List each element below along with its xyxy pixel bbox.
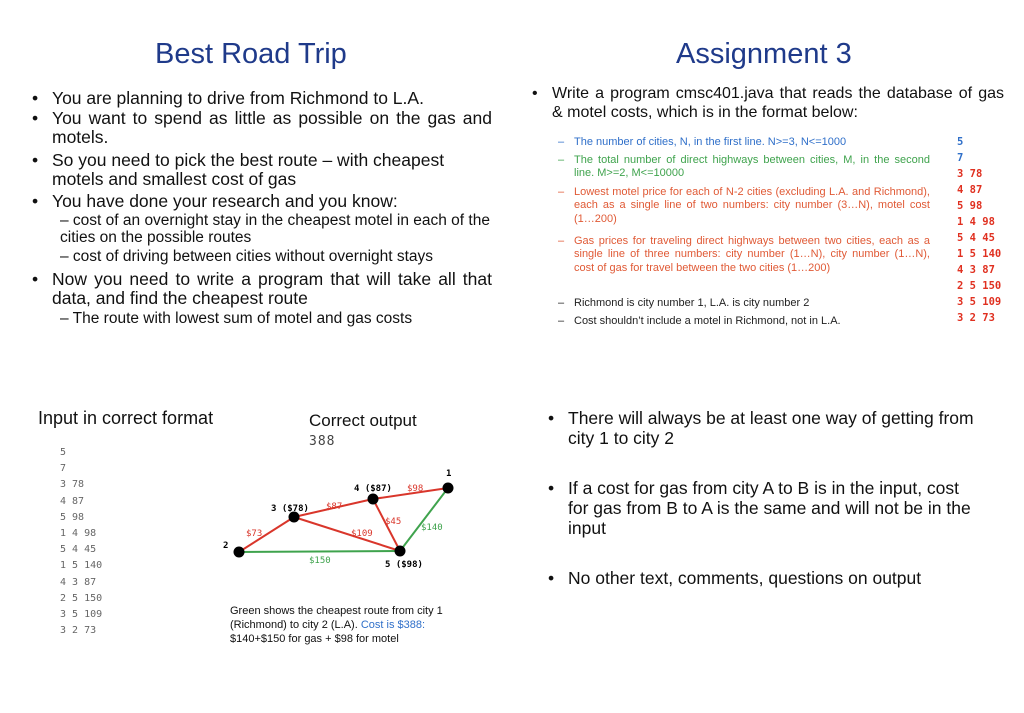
- sub-motel-cost: – cost of an overnight stay in the cheapest motel in each of the cities on the possible routes: [60, 212, 490, 246]
- edge-label-4-5: $45: [385, 517, 402, 527]
- input-line: 2 5 150: [60, 592, 103, 604]
- edge-label-1-4: $98: [407, 484, 424, 494]
- sub-driving-cost: – cost of driving between cities without overnight stays: [60, 248, 434, 265]
- bullet-pick-route: • So you need to pick the best route – with cheapest motels and smallest cost of gas: [32, 150, 445, 189]
- node-label-3: 3 ($78): [271, 504, 309, 514]
- input-line: 1 4 98: [60, 527, 97, 539]
- code-line: 4 87: [957, 184, 983, 196]
- def-motel-exclusion: – Cost shouldn’t include a motel in Richmond, not in L.A.: [558, 315, 841, 327]
- note-always-route: • There will always be at least one way of getting from city 1 to city 2: [548, 408, 974, 448]
- input-line: 1 5 140: [60, 560, 103, 572]
- code-line: 5: [957, 136, 964, 148]
- input-example-list: [60, 445, 102, 639]
- note-symmetric-cost: • If a cost for gas from city A to B is in the input, cost for gas from B to A is the same and will not be in the input: [548, 478, 971, 538]
- edge-label-3-5: $109: [351, 529, 373, 539]
- input-line: 4 3 87: [60, 576, 97, 588]
- bullet-write-cmsc401: • Write a program cmsc401.java that reads the database of gas & motel costs, which is in the format below:: [532, 85, 1004, 121]
- code-line: 4 3 87: [957, 264, 995, 276]
- input-line: 3 5 109: [60, 608, 103, 620]
- node-label-4: 4 ($87): [354, 484, 392, 494]
- bullet-spend: • You want to spend as little as possible on the gas and motels.: [32, 108, 492, 147]
- input-line: 5 98: [60, 511, 85, 523]
- node-label-2: 2: [223, 541, 229, 551]
- code-line: 1 4 98: [957, 216, 995, 228]
- input-line: 3 2 73: [60, 625, 97, 637]
- def-number-of-highways: – The total number of direct highways between cities, M, in the second line. M>=2, M<=10000: [558, 154, 930, 180]
- node-1: [443, 483, 454, 494]
- edge-1-5: [400, 488, 448, 551]
- sub-lowest-route: – The route with lowest sum of motel and gas costs: [60, 310, 413, 327]
- bullet-plan: • You are planning to drive from Richmond to L.A.: [32, 88, 424, 108]
- node-label-1: 1: [446, 469, 452, 479]
- input-heading: Input in correct format: [38, 408, 214, 428]
- code-line: 3 2 73: [957, 312, 995, 324]
- slide-title-best-road-trip: Best Road Trip: [155, 38, 347, 70]
- def-richmond-la: – Richmond is city number 1, L.A. is city number 2: [558, 297, 810, 309]
- node-5: [395, 546, 406, 557]
- input-line: 4 87: [60, 495, 85, 507]
- edge-label-1-5: $140: [421, 523, 443, 533]
- route-caption: Green shows the cheapest route from city 1 (Richmond) to city 2 (L.A). Cost is $388: $140+$150 for gas + $98 for motel: [230, 605, 443, 645]
- bullet-write-program: • Now you need to write a program that will take all that data, and find the cheapest route: [32, 269, 492, 308]
- output-heading: Correct output: [309, 411, 417, 430]
- node-2: [234, 547, 245, 558]
- def-number-of-cities: – The number of cities, N, in the first line. N>=3, N<=1000: [558, 136, 847, 148]
- input-line: 5: [60, 447, 67, 458]
- node-4: [368, 494, 379, 505]
- code-line: 7: [957, 152, 964, 164]
- edge-2-5: [239, 551, 400, 552]
- route-graph: [220, 460, 480, 590]
- input-line: 7: [60, 463, 67, 475]
- def-motel-prices: – Lowest motel price for each of N-2 cities (excluding L.A. and Richmond), each as a single line of two numbers: city number (3…N), motel cost (1…200): [558, 186, 930, 225]
- slide-title-assignment-3: Assignment 3: [676, 38, 852, 70]
- edge-label-4-3: $87: [326, 502, 343, 512]
- bullet-research: • You have done your research and you know:: [32, 191, 398, 211]
- edge-label-2-5: $150: [309, 556, 331, 566]
- code-line: 3 78: [957, 168, 983, 180]
- def-gas-prices: – Gas prices for traveling direct highways between two cities, each as a single line of three numbers: city number (1…N), city number (1…N), cost of gas for travel between the two cities (1…200): [558, 235, 930, 274]
- format-example-code: [957, 134, 1001, 326]
- code-line: 3 5 109: [957, 296, 1002, 308]
- input-line: 3 78: [60, 479, 85, 491]
- node-label-5: 5 ($98): [385, 560, 423, 570]
- input-line: 5 4 45: [60, 544, 97, 556]
- output-value: 388: [309, 434, 336, 449]
- code-line: 2 5 150: [957, 280, 1002, 292]
- code-line: 5 4 45: [957, 232, 995, 244]
- edge-label-3-2: $73: [246, 529, 263, 539]
- code-line: 5 98: [957, 200, 983, 212]
- code-line: 1 5 140: [957, 248, 1002, 260]
- note-no-extra-output: • No other text, comments, questions on output: [548, 568, 922, 588]
